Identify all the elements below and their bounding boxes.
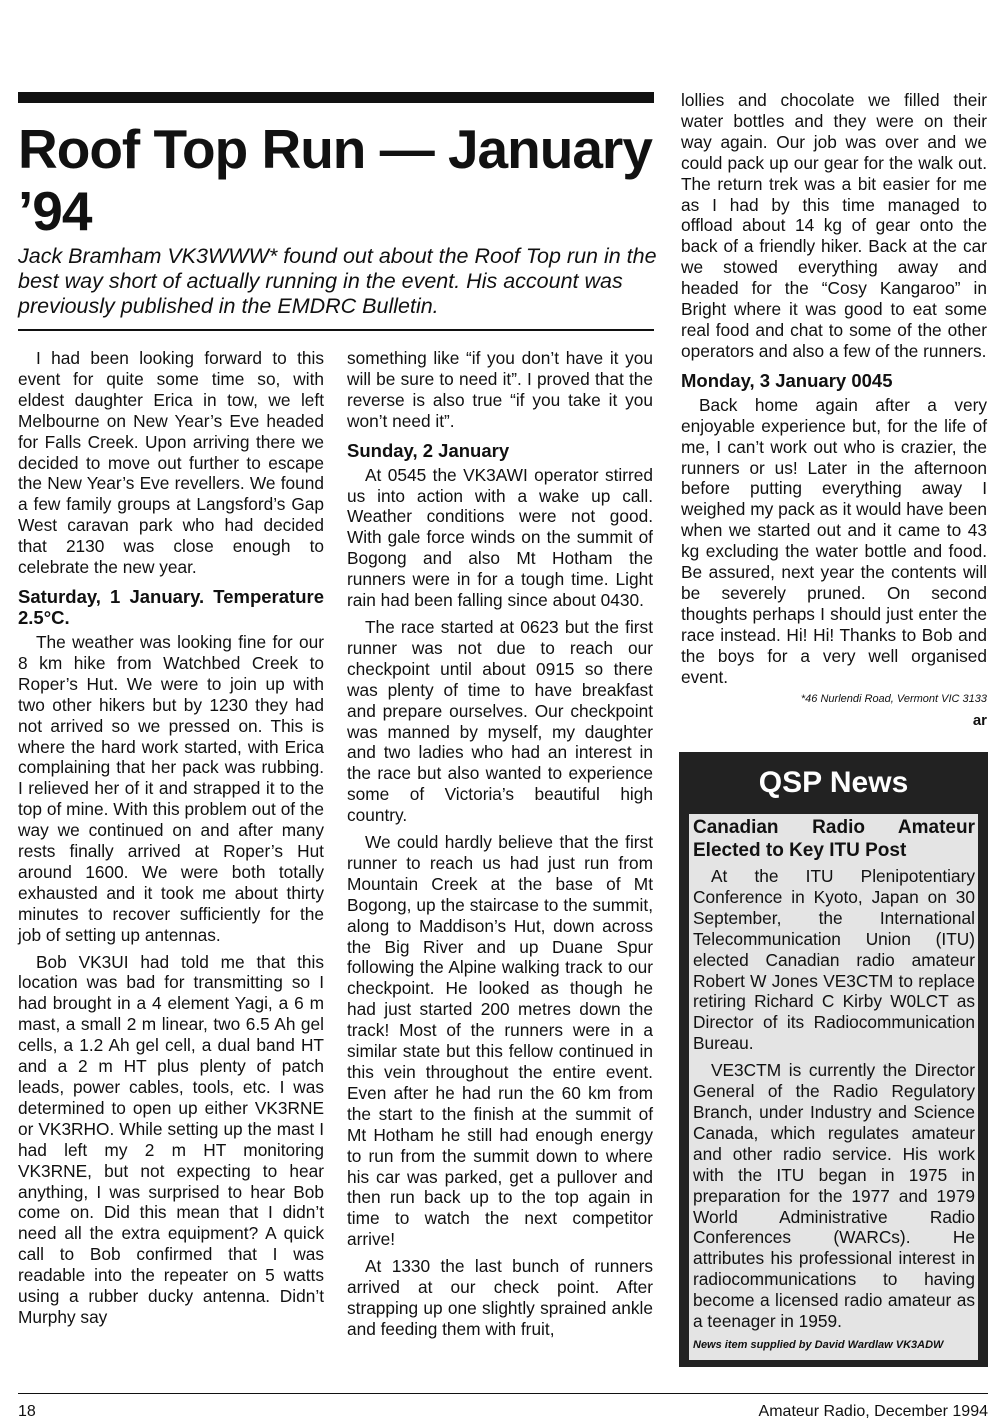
- paragraph: At the ITU Plenipotentiary Conference in Kyoto, Japan on 30 September, the International Telecommunication Union (ITU) elected Canadian radio amateur Robert W Jones VE3CTM to replace retiring Richard C Kirby W0LCT as Director of its Radiocommunication Bureau.: [693, 866, 975, 1054]
- author-address: *46 Nurlendi Road, Vermont VIC 3133: [800, 693, 987, 706]
- end-mark: ar: [972, 712, 987, 730]
- article-title: Roof Top Run — January ’94: [18, 118, 652, 242]
- paragraph: lollies and chocolate we filled their water bottles and they were on their way again. Our job was over and we could pack up our gear for the walk out. The return trek was a bit easier for me as I had by this time managed to offload about 14 kg of gear onto the back of a friendly hiker. Back at the car we stowed everything away and headed for the “Cosy Kangaroo” in Bright where it was good to eat some real food and chat to some of the other operators and also a few of the runners.: [681, 90, 987, 361]
- paragraph: VE3CTM is currently the Director General of the Radio Regulatory Branch, under Industry and Science Canada, which regulates amateur and other radio service. His work with the ITU began in 1975 in preparation for the 1977 and 1979 World Administrative Radio Conferences (WARCs). He attributes his professional interest in radiocommunications to having become a licensed radio amateur as a teenager in 1959.: [693, 1060, 975, 1332]
- qsp-credit: News item supplied by David Wardlaw VK3ADW: [693, 1338, 944, 1351]
- title-top-rule: [18, 92, 654, 103]
- section-heading-sunday: Sunday, 2 January: [347, 439, 510, 461]
- qsp-box-title: QSP News: [758, 766, 909, 799]
- qsp-headline: Canadian Radio Amateur Elected to Key ITU Post: [693, 817, 975, 861]
- qsp-news-box: [679, 752, 988, 1367]
- article-column-2: [347, 348, 653, 1346]
- article-intro: Jack Bramham VK3WWW* found out about the Roof Top run in the best way short of actually running in the event. His account was previously published in the EMDRC Bulletin.: [18, 244, 657, 318]
- intro-rule: [18, 329, 654, 331]
- paragraph: Back home again after a very enjoyable experience but, for the life of me, I can’t work out who is crazier, the runners or us! Later in the afternoon before putting everything away I weighed my pack as it would have been when we started out and it came to 43 kg excluding the water bottle and food. Be assured, next year the contents will be severely pruned. On second thoughts perhaps I should just enter the race instead. Hi! Hi! Thanks to Bob and the boys for a very well organised event.: [681, 394, 987, 687]
- paragraph: We could hardly believe that the first runner to reach us had just run from Mountain Creek at the base of Mt Bogong, up the staircase to the summit, along to Maddison’s Hut, down across the Big River and up Duane Spur following the Alpine walking track to our checkpoint. He looked as though he had just started 200 metres down the track! Most of the runners were in a similar state but this fellow continued in this vein throughout the entire event. Even after he had run the 60 km from the start to the finish at the summit of Mt Hotham he still had enough energy to run from the summit down to where his car was parked, get a pullover and then run back up to the top again in time to watch the next competitor arrive!: [347, 832, 653, 1250]
- section-heading-saturday: Saturday, 1 January. Temperature 2.5°C.: [18, 585, 324, 628]
- paragraph: The race started at 0623 but the first runner was not due to reach our checkpoint until about 0915 so there was plenty of time to have breakfast and prepare ourselves. Our checkpoint was manned by myself, my daughter and two ladies who had an interest in the race but also wanted to experience some of Victoria’s beautiful high country.: [347, 616, 653, 826]
- paragraph: something like “if you don’t have it you will be sure to need it”. I proved that the reverse is also true “if you take it you won’t need it”.: [347, 348, 653, 431]
- publication-footer: Amateur Radio, December 1994: [758, 1403, 988, 1420]
- paragraph: The weather was looking fine for our 8 km hike from Watchbed Creek to Roper’s Hut. We were to join up with two other hikers but by 1230 they had not arrived so we pressed on. This is where the hard work started, with Erica complaining that her pack was rubbing. I relieved her of it and strapped it to the top of mine. With this problem out of the way we continued on and after many rests finally arrived at Roper’s Hut around 1600. We were both totally exhausted and it took me about thirty minutes to recover sufficiently for the job of setting up antennas.: [18, 631, 324, 945]
- footer-rule: [18, 1393, 988, 1394]
- paragraph: Bob VK3UI had told me that this location was bad for transmitting so I had brought in a 4 element Yagi, a 6 m mast, a small 2 m linear, two 6.5 Ah gel cells, a 1.2 Ah gel cell, a dual band HT and a 2 m HT plus plenty of patch leads, power cables, tools, etc. I was determined to open up either VK3RNE or VK3RHO. While setting up the mast I had left my 2 m HT monitoring VK3RNE, but not expecting to hear anything, I was surprised to hear Bob come on. Did this mean that I didn’t need all the extra equipment? A quick call to Bob confirmed that I was readable into the repeater on 5 watts using a rubber ducky antenna. Didn’t Murphy say: [18, 951, 324, 1327]
- article-column-1: [18, 348, 324, 1334]
- paragraph: At 1330 the last bunch of runners arrived at our check point. After strapping up one slightly sprained ankle and feeding them with fruit,: [347, 1256, 653, 1339]
- paragraph: I had been looking forward to this event for quite some time so, with eldest daughter Erica in tow, we left Melbourne on New Year’s Eve headed for Falls Creek. Upon arriving there we decided to move out further to escape the New Year’s Eve revellers. We found a few family groups at Langsford’s Gap West caravan park who had decided that 2130 was close enough to celebrate the new year.: [18, 348, 324, 578]
- qsp-news-panel: [689, 814, 978, 1360]
- paragraph: At 0545 the VK3AWI operator stirred us into action with a wake up call. Weather conditions were not good. With gale force winds on the summit of Bogong and also Mt Hotham the runners were in for a tough time. Light rain had been falling since about 0430.: [347, 464, 653, 611]
- article-column-3: [681, 90, 987, 730]
- qsp-news-text: [693, 816, 975, 1352]
- section-heading-monday: Monday, 3 January 0045: [681, 369, 893, 391]
- page-number: 18: [18, 1403, 36, 1420]
